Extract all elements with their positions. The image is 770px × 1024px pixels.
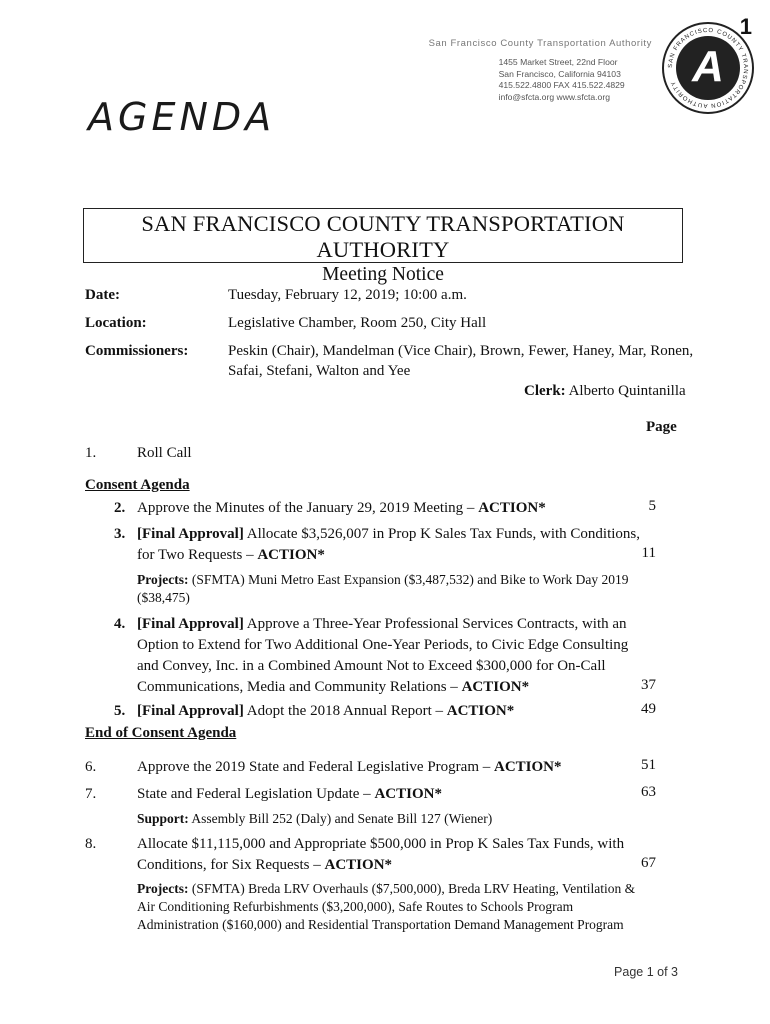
agenda-title: AGENDA [88,95,276,139]
commissioners-label: Commissioners: [85,343,189,359]
letterhead-line: 415.522.4800 FAX 415.522.4829 [498,80,625,90]
item-number: 2. [114,500,126,516]
date-label: Date: [85,287,120,303]
end-consent-agenda-heading: End of Consent Agenda [85,725,237,741]
item-projects: Administration ($160,000) and Residential Transportation Demand Management Program [137,917,624,932]
item-page: 37 [641,677,656,693]
item-text: [Final Approval] Allocate $3,526,007 in Prop K Sales Tax Funds, with Conditions, [137,526,641,542]
location-label: Location: [85,315,147,331]
item-number: 6. [85,759,97,775]
item-page: 51 [641,757,656,773]
item-support: Support: Assembly Bill 252 (Daly) and Senate Bill 127 (Wiener) [137,811,493,826]
item-text: for Two Requests – ACTION* [137,547,325,563]
letterhead-line: info@sfcta.org www.sfcta.org [498,91,610,102]
corner-page-number: 1 [739,14,752,39]
letterhead-org: San Francisco County Transportation Authority [428,38,652,49]
item-number: 8. [85,836,97,852]
clerk-value: Alberto Quintanilla [568,383,686,399]
commissioners-line: Peskin (Chair), Mandelman (Vice Chair), Brown, Fewer, Haney, Mar, Ronen, [228,343,694,359]
item-text: Approve the 2019 State and Federal Legislative Program – ACTION* [137,759,562,775]
letterhead-line: 1455 Market Street, 22nd Floor [498,57,618,67]
letterhead [428,38,652,103]
item-text: Approve the Minutes of the January 29, 2019 Meeting – ACTION* [137,500,546,516]
seal-letter: A [692,42,724,91]
item-text: Roll Call [137,445,192,461]
item-text: Conditions, for Six Requests – ACTION* [137,857,393,873]
item-projects: Projects: (SFMTA) Breda LRV Overhauls ($7,500,000), Breda LRV Heating, Ventilation & [137,881,636,896]
item-text: Option to Extend for Two Additional One-Year Periods, to Civic Edge Consulting [137,637,629,653]
item-page: 5 [648,498,656,514]
item-projects: Projects: (SFMTA) Muni Metro East Expansion ($3,487,532) and Bike to Work Day 2019 [137,572,629,587]
seal-emblem [676,36,740,100]
seal-ring-text: SAN FRANCISCO COUNTY TRANSPORTATION AUTHORITY [667,27,749,109]
clerk [524,381,686,402]
item-number: 7. [85,786,97,802]
item-text: Allocate $11,115,000 and Appropriate $500,000 in Prop K Sales Tax Funds, with [137,836,625,852]
authority-seal-logo [662,22,754,114]
item-text: [Final Approval] Adopt the 2018 Annual Report – ACTION* [137,703,515,719]
letterhead-address [499,57,652,103]
item-page: 63 [641,784,656,800]
item-number: 4. [114,616,126,632]
letterhead-line: San Francisco, California 94103 [498,68,621,79]
item-page: 67 [641,855,656,871]
item-projects: ($38,475) [137,590,190,605]
item-number: 3. [114,526,126,542]
item-page: 49 [641,701,656,717]
commissioners-line: Safai, Stefani, Walton and Yee [228,363,411,379]
item-projects: Air Conditioning Refurbishments ($3,200,000), Safe Routes to Schools Program [137,899,574,914]
notice-org: SAN FRANCISCO COUNTY TRANSPORTATION AUTHORITY [141,211,625,262]
item-number: 5. [114,703,126,719]
page-footer: Page 1 of 3 [614,965,678,979]
clerk-label: Clerk: [524,383,566,399]
item-text: [Final Approval] Approve a Three-Year Professional Services Contracts, with an [137,616,627,632]
item-page: 11 [641,545,656,561]
page-column-header: Page [646,419,677,435]
meeting-notice-box [83,208,683,285]
consent-agenda-heading: Consent Agenda [85,477,190,493]
item-text: Communications, Media and Community Relations – ACTION* [137,679,530,695]
notice-subtitle: Meeting Notice [322,264,444,285]
date-value: Tuesday, February 12, 2019; 10:00 a.m. [228,287,467,303]
item-text: State and Federal Legislation Update – ACTION* [137,786,442,802]
item-text: and Convey, Inc. in a Combined Amount Not to Exceed $300,000 for On-Call [137,658,606,674]
location-value: Legislative Chamber, Room 250, City Hall [228,315,487,331]
item-number: 1. [85,445,97,461]
